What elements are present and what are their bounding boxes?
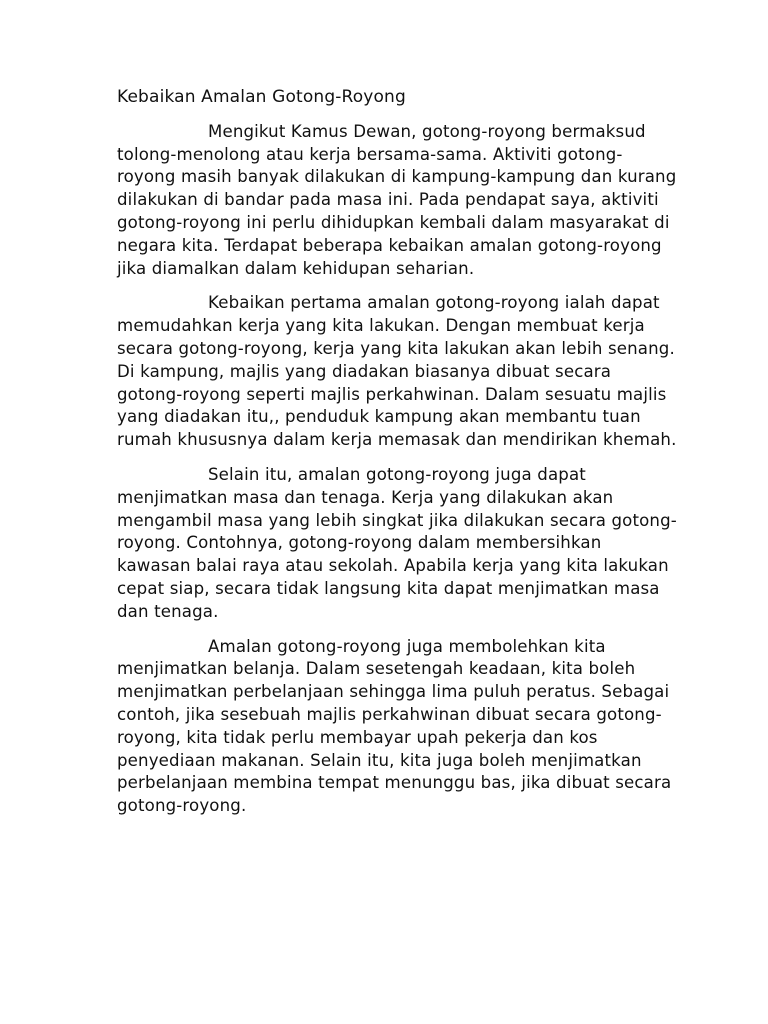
paragraph-second-benefit: Selain itu, amalan gotong-royong juga dapat menjimatkan masa dan tenaga. Kerja yang dilakukan akan mengambil masa yang lebih singkat jika dilakukan secara gotong-royong. Contohnya, gotong-royong dalam membersihkan kawasan balai raya atau sekolah. Apabila kerja yang kita lakukan cepat siap, secara tidak langsung kita dapat menjimatkan masa dan tenaga. <box>117 464 677 621</box>
document-body <box>117 86 677 830</box>
paragraph-first-benefit: Kebaikan pertama amalan gotong-royong ialah dapat memudahkan kerja yang kita lakukan. Dengan membuat kerja secara gotong-royong, kerja yang kita lakukan akan lebih senang. Di kampung, majlis yang diadakan biasanya dibuat secara gotong-royong seperti majlis perkahwinan. Dalam sesuatu majlis yang diadakan itu,, penduduk kampung akan membantu tuan rumah khususnya dalam kerja memasak dan mendirikan khemah. <box>117 293 677 450</box>
paragraph-third-benefit: Amalan gotong-royong juga membolehkan kita menjimatkan belanja. Dalam sesetengah keadaan, kita boleh menjimatkan perbelanjaan sehingga lima puluh peratus. Sebagai contoh, jika sesebuah majlis perkahwinan dibuat secara gotong-royong, kita tidak perlu membayar upah pekerja dan kos penyediaan makanan. Selain itu, kita juga boleh menjimatkan perbelanjaan membina tempat menunggu bas, jika dibuat secara gotong-royong. <box>117 636 672 816</box>
document-title: Kebaikan Amalan Gotong-Royong <box>117 87 406 107</box>
paragraph-introduction: Mengikut Kamus Dewan, gotong-royong bermaksud tolong-menolong atau kerja bersama-sama. Aktiviti gotong-royong masih banyak dilakukan di kampung-kampung dan kurang dilakukan di bandar pada masa ini. Pada pendapat saya, aktiviti gotong-royong ini perlu dihidupkan kembali dalam masyarakat di negara kita. Terdapat beberapa kebaikan amalan gotong-royong jika diamalkan dalam kehidupan seharian. <box>117 121 677 278</box>
